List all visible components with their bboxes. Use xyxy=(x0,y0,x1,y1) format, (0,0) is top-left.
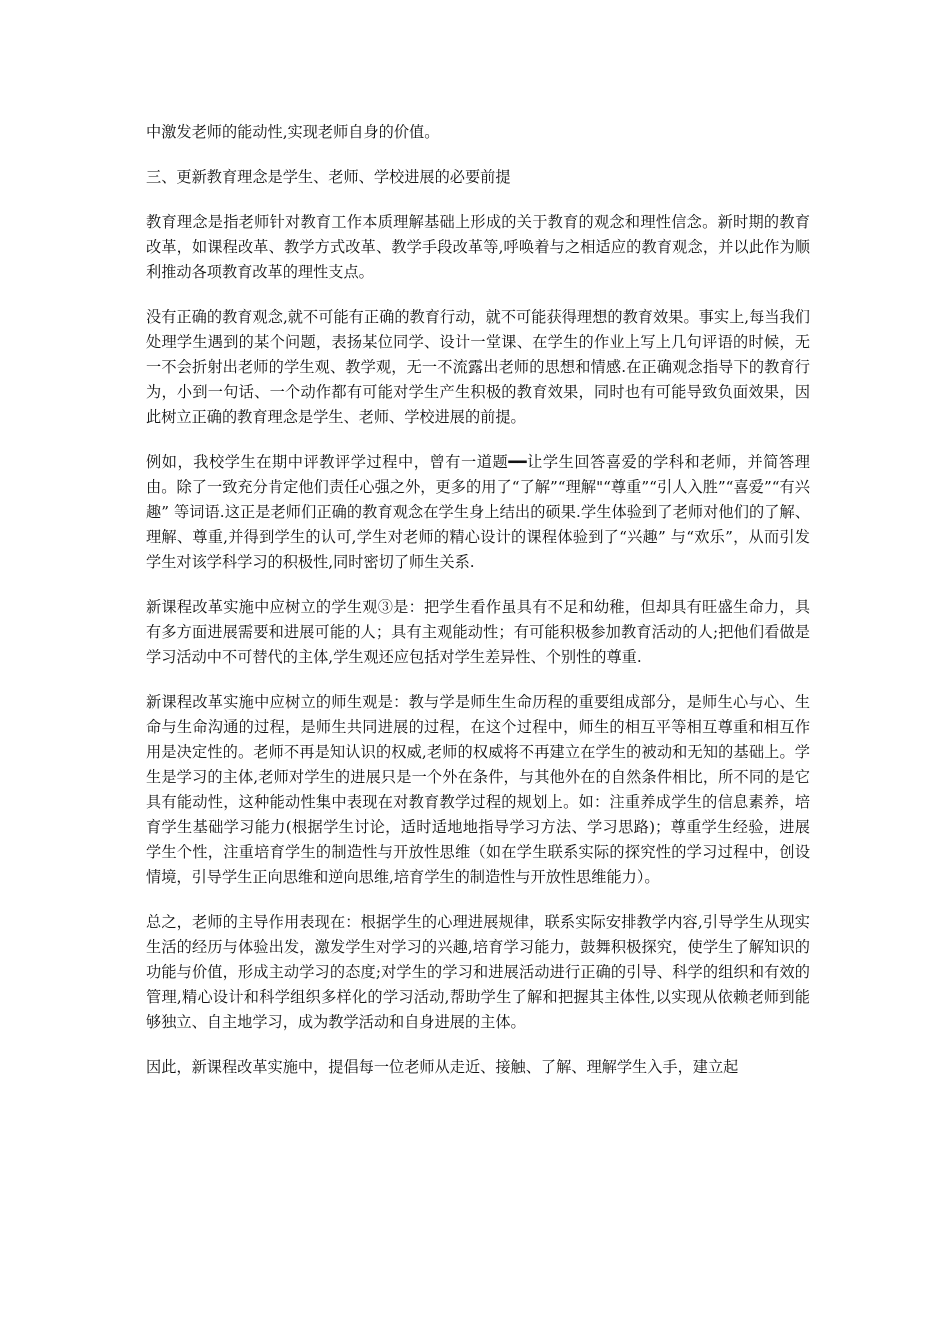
section-heading: 三、更新教育理念是学生、老师、学校进展的必要前提 xyxy=(146,168,511,186)
document-page xyxy=(146,120,810,1100)
paragraph: 新课程改革实施中应树立的师生观是：教与学是师生生命历程的重要组成部分，是师生心与心、生命与生命沟通的过程，是师生共同进展的过程，在这个过程中，师生的相互平等相互尊重和相互作用是决定性的。老师不再是知认识的权威,老师的权威将不再建立在学生的被动和无知的基础上。学生是学习的主体,老师对学生的进展只是一个外在条件，与其他外在的自然条件相比，所不同的是它具有能动性，这种能动性集中表现在对教育教学过程的规划上。如：注重养成学生的信息素养，培育学生基础学习能力(根据学生讨论，适时适地地指导学习方法、学习思路)；尊重学生经验，进展学生个性，注重培育学生的制造性与开放性思维（如在学生联系实际的探究性的学习过程中，创设情境，引导学生正向思维和逆向思维,培育学生的制造性与开放性思维能力）。 xyxy=(146,693,810,886)
paragraph: 新课程改革实施中应树立的学生观③是：把学生看作虽具有不足和幼稚，但却具有旺盛生命力，具有多方面进展需要和进展可能的人；具有主观能动性；有可能积极参加教育活动的人;把他们看做是学习活动中不可替代的主体,学生观还应包括对学生差异性、个别性的尊重. xyxy=(146,598,810,666)
paragraph: 因此，新课程改革实施中，提倡每一位老师从走近、接触、了解、理解学生入手，建立起 xyxy=(146,1058,739,1076)
paragraph: 教育理念是指老师针对教育工作本质理解基础上形成的关于教育的观念和理性信念。新时期的教育改革，如课程改革、教学方式改革、教学手段改革等,呼唤着与之相适应的教育观念，并以此作为顺利推动各项教育改革的理性支点。 xyxy=(146,213,810,281)
paragraph: 中激发老师的能动性,实现老师自身的价值。 xyxy=(146,123,440,141)
paragraph: 例如，我校学生在期中评教评学过程中，曾有一道题━━让学生回答喜爱的学科和老师，并简答理由。除了一致充分肯定他们责任心强之外，更多的用了“了解”“理解"“尊重”“引人入胜”“喜爱”“有兴趣” 等词语.这正是老师们正确的教育观念在学生身上结出的硕果.学生体验到了老师对他们的了解、理解、尊重,并得到学生的认可,学生对老师的精心设计的课程体验到了“兴趣” 与“欢乐”，从而引发学生对该学科学习的积极性,同时密切了师生关系. xyxy=(146,453,810,571)
paragraph: 总之，老师的主导作用表现在：根据学生的心理进展规律，联系实际安排教学内容,引导学生从现实生活的经历与体验出发，激发学生对学习的兴趣,培育学习能力，鼓舞积极探究，使学生了解知识的功能与价值，形成主动学习的态度;对学生的学习和进展活动进行正确的引导、科学的组织和有效的管理,精心设计和科学组织多样化的学习活动,帮助学生了解和把握其主体性,以实现从依赖老师到能够独立、自主地学习，成为教学活动和自身进展的主体。 xyxy=(146,913,810,1031)
paragraph: 没有正确的教育观念,就不可能有正确的教育行动，就不可能获得理想的教育效果。事实上,每当我们处理学生遇到的某个问题，表扬某位同学、设计一堂课、在学生的作业上写上几句评语的时候，无一不会折射出老师的学生观、教学观，无一不流露出老师的思想和情感.在正确观念指导下的教育行为，小到一句话、一个动作都有可能对学生产生积极的教育效果，同时也有可能导致负面效果，因此树立正确的教育理念是学生、老师、学校进展的前提。 xyxy=(146,308,810,426)
